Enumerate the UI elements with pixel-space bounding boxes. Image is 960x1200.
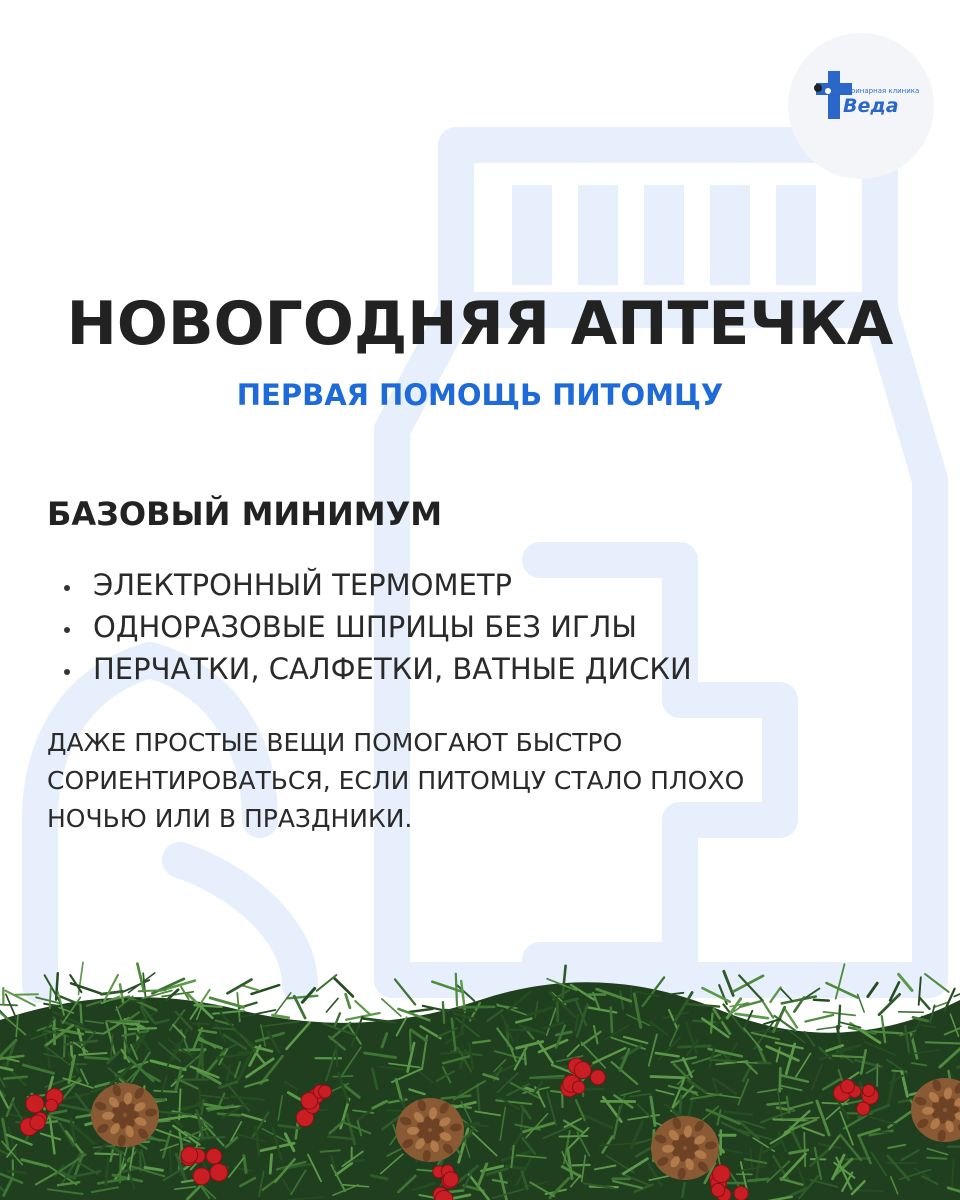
list-item bbox=[60, 652, 692, 694]
berry-icon bbox=[574, 1062, 591, 1079]
berry-icon bbox=[45, 1099, 57, 1111]
berry-icon bbox=[591, 1070, 606, 1085]
berry-icon bbox=[443, 1172, 458, 1187]
list-item-label: ОДНОРАЗОВЫЕ ШПРИЦЫ БЕЗ ИГЛЫ bbox=[93, 610, 638, 644]
berry-icon bbox=[841, 1080, 855, 1094]
berry-icon bbox=[734, 1186, 748, 1200]
page-title: НОВОГОДНЯЯ АПТЕЧКА bbox=[66, 289, 894, 359]
berry-icon bbox=[711, 1183, 724, 1196]
clinic-logo bbox=[788, 33, 934, 179]
pine-cone-icon bbox=[91, 1083, 159, 1147]
berry-icon bbox=[857, 1102, 870, 1115]
list-item bbox=[60, 610, 692, 652]
berry-icon bbox=[319, 1085, 332, 1098]
berry-icon bbox=[181, 1147, 197, 1163]
logo-subtitle: ветеринарная клиника bbox=[834, 87, 920, 95]
description-paragraph bbox=[47, 724, 867, 838]
berry-icon bbox=[210, 1164, 228, 1182]
list-item-label: ЭЛЕКТРОННЫЙ ТЕРМОМЕТР bbox=[93, 568, 513, 602]
paragraph-line: СОРИЕНТИРОВАТЬСЯ, ЕСЛИ ПИТОМЦУ СТАЛО ПЛОХО bbox=[47, 766, 745, 795]
berry-icon bbox=[206, 1149, 221, 1164]
list-item-label: ПЕРЧАТКИ, САЛФЕТКИ, ВАТНЫЕ ДИСКИ bbox=[93, 652, 692, 686]
berry-icon bbox=[30, 1115, 45, 1130]
paragraph-line: ДАЖЕ ПРОСТЫЕ ВЕЩИ ПОМОГАЮТ БЫСТРО bbox=[47, 728, 623, 757]
bullet-icon bbox=[64, 669, 70, 675]
berry-icon bbox=[713, 1165, 731, 1183]
berry-icon bbox=[193, 1168, 210, 1185]
pine-cone-icon bbox=[396, 1098, 464, 1162]
bullet-icon bbox=[64, 627, 70, 633]
berry-icon bbox=[572, 1081, 585, 1094]
pine-cone-icon bbox=[651, 1116, 719, 1180]
bullet-icon bbox=[64, 585, 70, 591]
berry-icon bbox=[26, 1095, 44, 1113]
list-item bbox=[60, 568, 692, 610]
paragraph-line: НОЧЬЮ ИЛИ В ПРАЗДНИКИ. bbox=[47, 804, 413, 833]
section-heading: БАЗОВЫЙ МИНИМУМ bbox=[47, 495, 443, 533]
page-subtitle: ПЕРВАЯ ПОМОЩЬ ПИТОМЦУ bbox=[236, 378, 724, 412]
logo-name: Веда bbox=[843, 95, 899, 117]
berry-icon bbox=[863, 1085, 875, 1097]
item-list bbox=[60, 568, 692, 694]
pine-garland-decoration bbox=[0, 960, 960, 1200]
